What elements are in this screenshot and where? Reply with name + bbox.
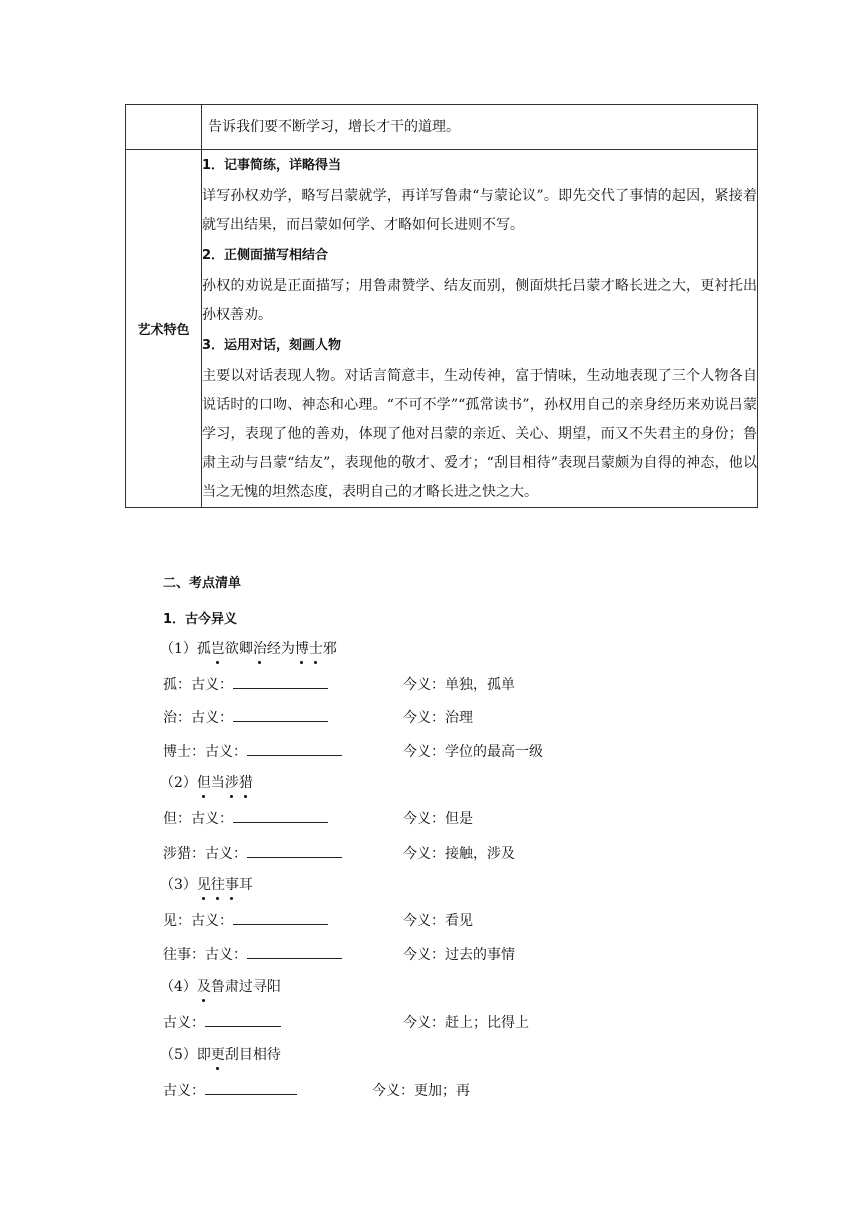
word-label: 涉猎：古义： — [163, 846, 247, 862]
sentence: （3）见往事耳 — [160, 874, 253, 894]
exercise-line — [163, 944, 342, 964]
exercise-line — [163, 674, 328, 694]
art-paragraph: 孙权的劝说是正面描写；用鲁肃赞学、结友而别，侧面烘托吕蒙才略长进之大，更衬托出孙权善劝。 — [202, 278, 757, 323]
art-paragraph: 详写孙权劝学，略写吕蒙就学，再详写鲁肃“与蒙论议”。即先交代了事情的起因，紧接着就写出结果，而吕蒙如何学、才略如何长进则不写。 — [202, 188, 757, 233]
word-label: 博士：古义： — [163, 744, 247, 760]
exercise-line — [163, 808, 328, 828]
modern-meaning: 今义：过去的事情 — [403, 947, 515, 963]
answer-blank[interactable] — [247, 843, 342, 858]
modern-meaning: 今义：看见 — [403, 913, 473, 929]
modern-meaning: 今义：但是 — [403, 811, 473, 827]
modern-meaning: 今义：治理 — [403, 710, 473, 726]
table-row — [126, 150, 758, 508]
modern-meaning: 今义：学位的最高一级 — [403, 744, 543, 760]
theme-cell — [202, 105, 758, 150]
word-label: 孤：古义： — [163, 677, 233, 693]
word-label: 古义： — [163, 1015, 205, 1031]
modern-meaning: 今义：接触，涉及 — [403, 846, 515, 862]
word-label: 往事：古义： — [163, 947, 247, 963]
answer-blank[interactable] — [205, 1080, 297, 1095]
art-paragraph: 主要以对话表现人物。对话言简意丰，生动传神，富于情味，生动地表现了三个人物各自说话时的口吻、神态和心理。“不可不学”“孤常读书”，孙权用自己的亲身经历来劝说吕蒙学习，表现了他的善劝，体现了他对吕蒙的亲近、关心、期望，而又不失君主的身份；鲁肃主动与吕蒙“结友”，表现他的敬才、爱才；“刮目相待”表现吕蒙颇为自得的神态，他以当之无愧的坦然态度，表明自己的才略长进之快之大。 — [202, 368, 757, 500]
art-heading: 3．运用对话，刻画人物 — [202, 338, 342, 353]
exercise-line — [163, 910, 328, 930]
theme-text: 告诉我们要不断学习，增长才干的道理。 — [208, 119, 460, 135]
art-heading: 2．正侧面描写相结合 — [202, 248, 329, 263]
word-label: 但：古义： — [163, 811, 233, 827]
modern-meaning: 今义：更加；再 — [372, 1083, 470, 1099]
answer-blank[interactable] — [247, 944, 342, 959]
answer-blank[interactable] — [205, 1012, 281, 1027]
word-label: 古义： — [163, 1083, 205, 1099]
exercise-line — [163, 1080, 297, 1100]
answer-blank[interactable] — [233, 808, 328, 823]
art-label: 艺术特色 — [126, 150, 202, 508]
table-row — [126, 105, 758, 150]
art-content — [202, 150, 758, 508]
exercise-line — [163, 843, 342, 863]
modern-meaning: 今义：赶上；比得上 — [403, 1015, 529, 1031]
word-label: 见：古义： — [163, 913, 233, 929]
sentence: （1）孤岂欲卿治经为博士邪 — [160, 638, 337, 658]
word-label: 治：古义： — [163, 710, 233, 726]
exercise-line — [163, 707, 328, 727]
art-heading: 1．记事简练，详略得当 — [202, 158, 342, 173]
answer-blank[interactable] — [233, 707, 328, 722]
subsection-title: 1．古今异义 — [163, 612, 238, 627]
modern-meaning: 今义：单独，孤单 — [403, 677, 515, 693]
answer-blank[interactable] — [233, 910, 328, 925]
exercise-line — [163, 741, 342, 761]
answer-blank[interactable] — [233, 674, 328, 689]
sentence: （4）及鲁肃过寻阳 — [160, 976, 281, 996]
section-title: 二、考点清单 — [163, 576, 242, 591]
answer-blank[interactable] — [247, 741, 342, 756]
sentence: （2）但当涉猎 — [160, 772, 253, 792]
empty-label-cell — [126, 105, 202, 150]
sentence: （5）即更刮目相待 — [160, 1044, 281, 1064]
analysis-table — [125, 104, 758, 508]
exercise-line — [163, 1012, 281, 1032]
